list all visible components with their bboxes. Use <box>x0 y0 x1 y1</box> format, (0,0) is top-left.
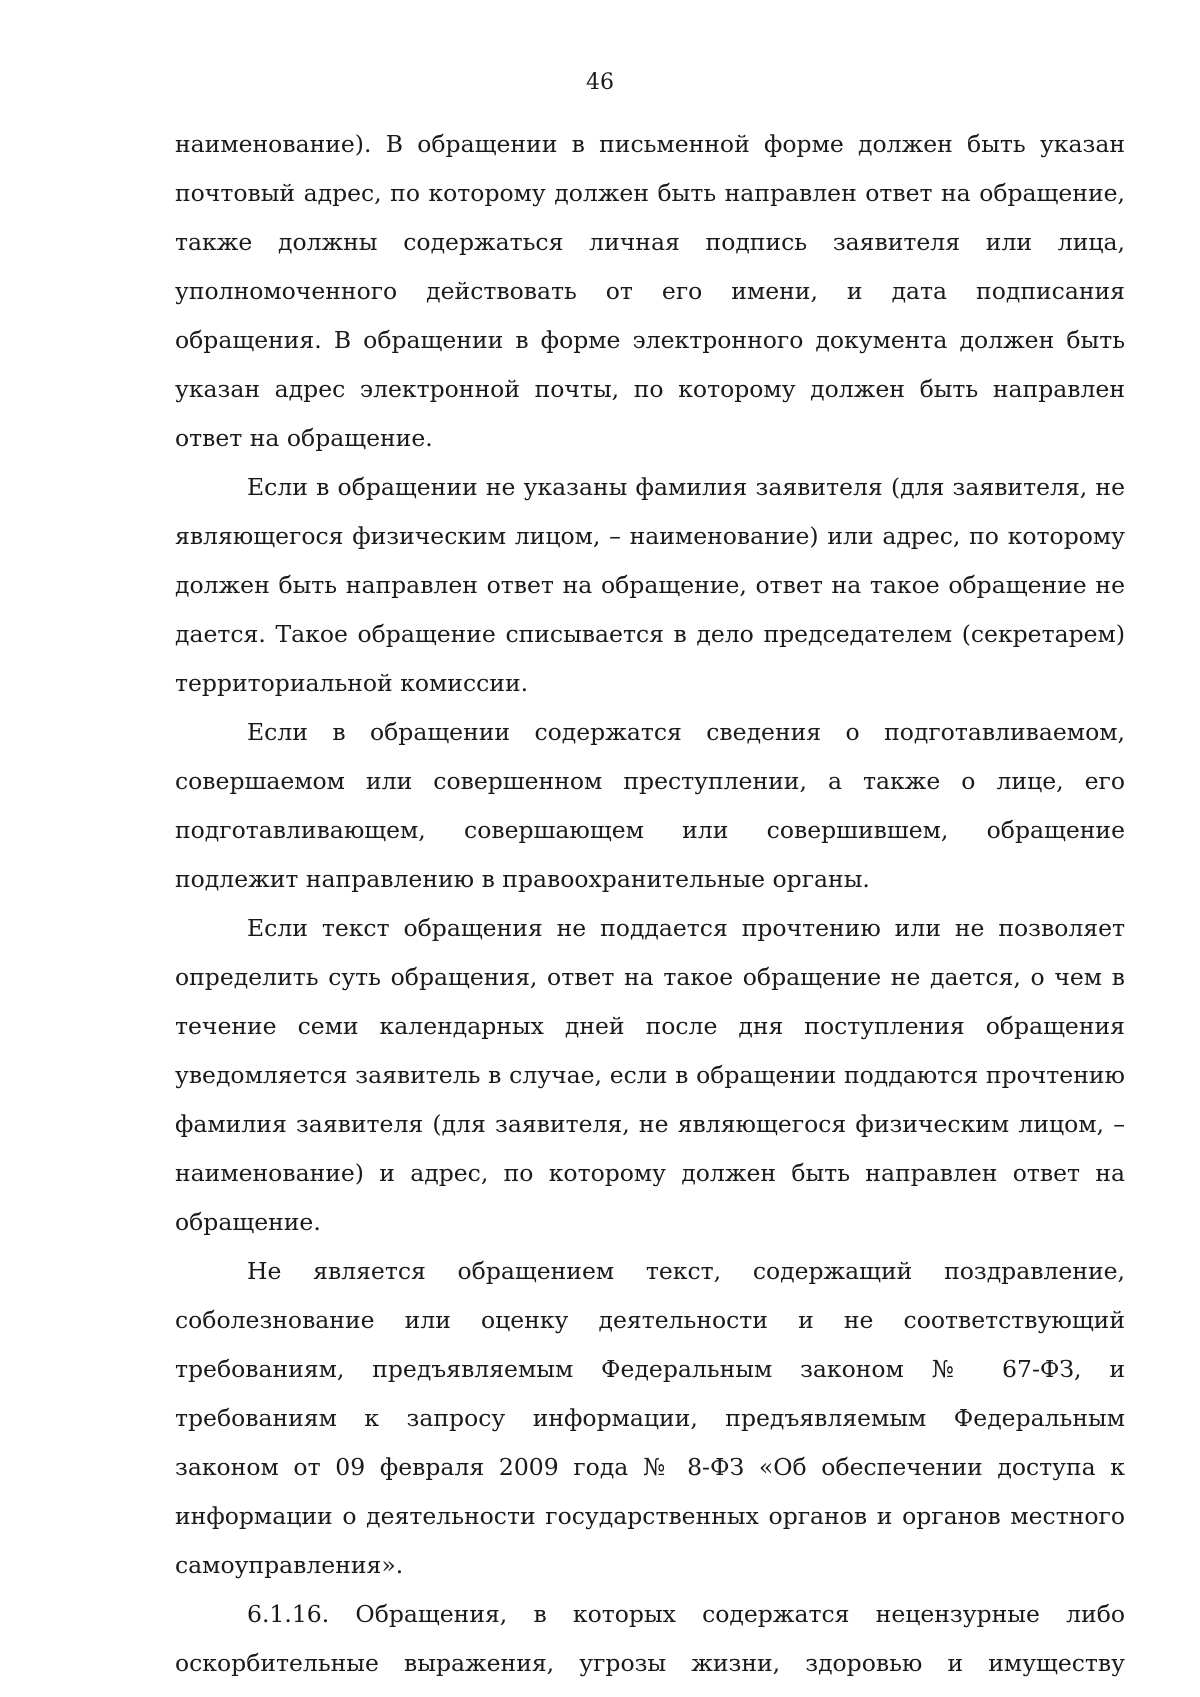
paragraph: Если в обращении содержатся сведения о подготавливаемом, совершаемом или совершенном преступлении, а также о лице, его подготавливающем, совершающем или совершившем, обращение подлежит направлению в правоохранительные органы. <box>175 717 1125 893</box>
paragraph: Не является обращением текст, содержащий поздравление, соболезнование или оценку деятельности и не соответствующий требованиям, предъявляемым Федеральным законом № 67-ФЗ, и требованиям к запросу информации, предъявляемым Федеральным законом от 09 февраля 2009 года № 8-ФЗ «Об обеспечении доступа к информации о деятельности государственных органов и органов местного самоуправления». <box>175 1256 1125 1579</box>
paragraph: Если текст обращения не поддается прочтению или не позволяет определить суть обращения, ответ на такое обращение не дается, о чем в течение семи календарных дней после дня поступления обращения уведомляется заявитель в случае, если в обращении поддаются прочтению фамилия заявителя (для заявителя, не являющегося физическим лицом, – наименование) и адрес, по которому должен быть направлен ответ на обращение. <box>175 913 1125 1236</box>
paragraph-continued: наименование). В обращении в письменной форме должен быть указан почтовый адрес, по которому должен быть направлен ответ на обращение, также должны содержаться личная подпись заявителя или лица, уполномоченного действовать от его имени, и дата подписания обращения. В обращении в форме электронного документа должен быть указан адрес электронной почты, по которому должен быть направлен ответ на обращение. <box>175 129 1125 452</box>
paragraph: Если в обращении не указаны фамилия заявителя (для заявителя, не являющегося физическим лицом, – наименование) или адрес, по которому должен быть направлен ответ на обращение, ответ на такое обращение не дается. Такое обращение списывается в дело председателем (секретарем) территориальной комиссии. <box>175 472 1125 697</box>
paragraph-section-6-1-16: 6.1.16. Обращения, в которых содержатся нецензурные либо оскорбительные выражения, угрозы жизни, здоровью и имуществу <box>175 1599 1125 1677</box>
page-number: 46 <box>586 70 614 95</box>
body-text <box>175 120 1125 1688</box>
